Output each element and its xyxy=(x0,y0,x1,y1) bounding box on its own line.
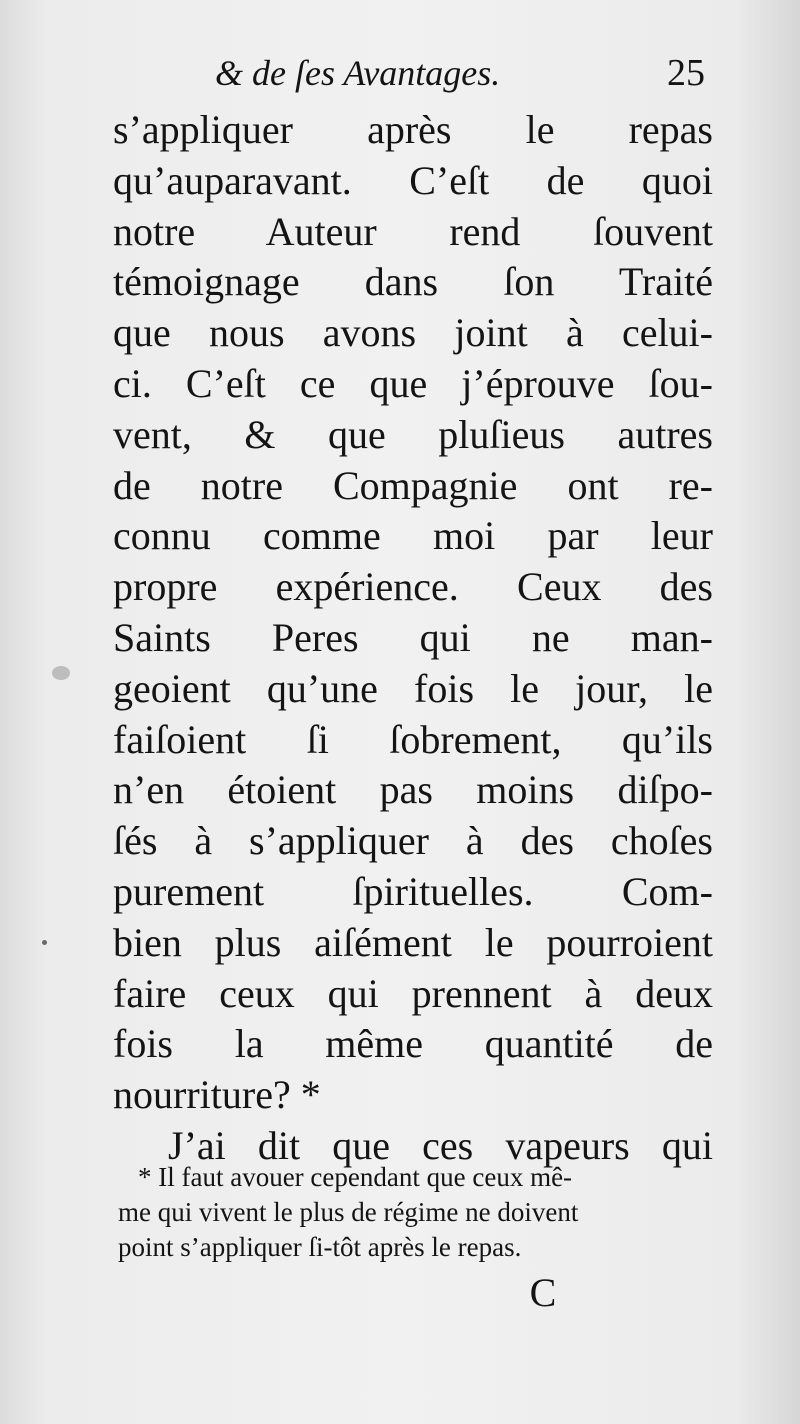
running-head-title: & de ſes Avantages. xyxy=(215,53,501,93)
text-line: notre Auteur rend ſouvent xyxy=(113,208,713,254)
signature-mark: C xyxy=(529,1270,557,1315)
text-line: ſés à s’appliquer à des choſes xyxy=(113,818,713,864)
text-line: de notre Compagnie ont re- xyxy=(113,462,713,508)
text-line: connu comme moi par leur xyxy=(113,513,713,559)
page-number: 25 xyxy=(667,52,705,94)
text-line: faiſoient ſi ſobrement, qu’ils xyxy=(113,716,713,762)
text-line: purement ſpirituelles. Com- xyxy=(113,868,713,914)
footnote-line: me qui vivent le plus de régime ne doivent xyxy=(118,1197,579,1227)
text-line: témoignage dans ſon Traité xyxy=(113,259,713,305)
text-line: propre expérience. Ceux des xyxy=(113,564,713,610)
text-line: bien plus aiſément le pourroient xyxy=(113,919,713,965)
ink-speck xyxy=(52,666,70,680)
text-line: fois la même quantité de xyxy=(113,1021,713,1067)
text-line: geoient qu’une fois le jour, le xyxy=(113,665,713,711)
text-line: J’ai dit que ces vapeurs qui xyxy=(168,1122,713,1168)
text-line: s’appliquer après le repas xyxy=(113,107,713,152)
footnote-line: point s’appliquer ſi-tôt après le repas. xyxy=(118,1232,522,1262)
body-text xyxy=(113,105,713,1172)
text-line: faire ceux qui prennent à deux xyxy=(113,970,713,1016)
footnote xyxy=(118,1160,714,1265)
text-line: ci. C’eſt ce que j’éprouve ſou- xyxy=(113,360,713,406)
text-line: qu’auparavant. C’eſt de quoi xyxy=(113,157,713,203)
running-head xyxy=(215,48,705,98)
text-line: que nous avons joint à celui- xyxy=(113,310,713,356)
ink-speck xyxy=(42,940,47,945)
text-line: Saints Peres qui ne man- xyxy=(113,614,713,660)
text-line: n’en étoient pas moins diſpo- xyxy=(113,767,713,813)
text-line: nourriture? * xyxy=(113,1072,321,1118)
text-line: vent, & que pluſieus autres xyxy=(113,411,713,457)
footnote-line: * Il faut avouer cependant que ceux mê- xyxy=(138,1162,573,1192)
